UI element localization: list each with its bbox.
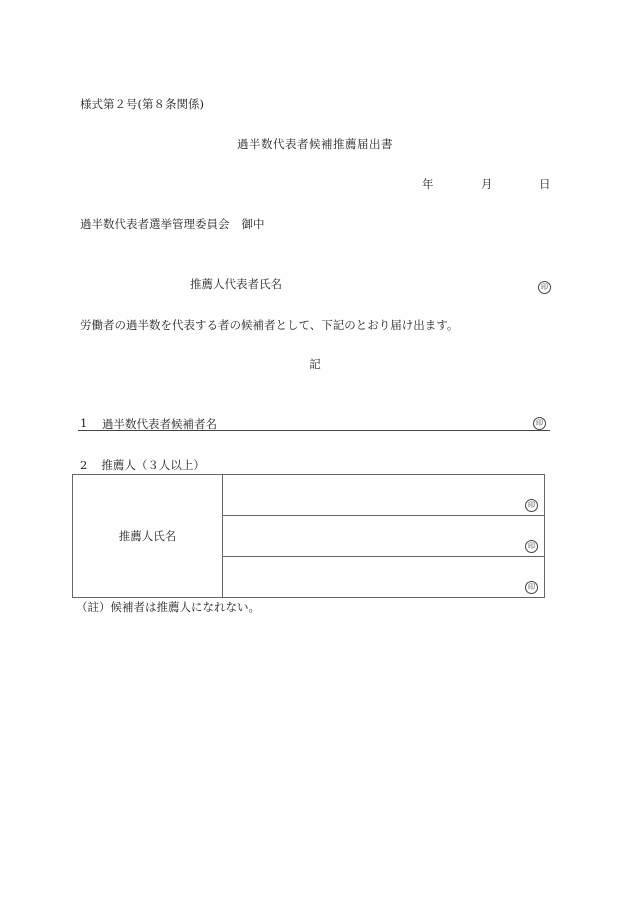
recommender-signature-cell[interactable] [223, 516, 545, 557]
footnote: （註）候補者は推薦人になれない。 [76, 600, 260, 614]
document-title: 過半数代表者候補推薦届出書 [237, 137, 393, 151]
recommender-name-header: 推薦人氏名 [73, 475, 223, 598]
seal-icon: 印 [525, 499, 538, 512]
addressee-honorific: 御中 [241, 217, 265, 231]
recommender-signature-cell[interactable] [223, 557, 545, 598]
body-text: 労働者の過半数を代表する者の候補者として、下記のとおり届け出ます。 [80, 318, 459, 332]
representative-seal [538, 278, 551, 294]
item1-number: 1 [80, 416, 88, 430]
addressee [80, 217, 265, 231]
ki-heading: 記 [309, 357, 321, 371]
table-row [73, 475, 545, 516]
addressee-name: 過半数代表者選挙管理委員会 [80, 217, 230, 231]
form-number: 様式第２号(第８条関係) [80, 97, 204, 111]
seal-icon: 印 [525, 581, 538, 594]
date-day-label: 日 [539, 177, 551, 191]
seal-icon: 印 [538, 281, 551, 294]
recommender-signature-cell[interactable] [223, 475, 545, 516]
item2-number: 2 [80, 458, 88, 472]
seal-icon: 印 [533, 417, 546, 430]
item2-heading [80, 458, 205, 472]
recommenders-table [72, 474, 545, 598]
representative-name-label: 推薦人代表者氏名 [190, 277, 282, 291]
seal-icon: 印 [525, 540, 538, 553]
candidate-name-line [78, 416, 550, 431]
date-year-label: 年 [422, 177, 434, 191]
item1-label: 過半数代表者候補者名 [102, 417, 217, 431]
item2-label: 推薦人（３人以上） [101, 458, 205, 472]
date-month-label: 月 [481, 177, 493, 191]
